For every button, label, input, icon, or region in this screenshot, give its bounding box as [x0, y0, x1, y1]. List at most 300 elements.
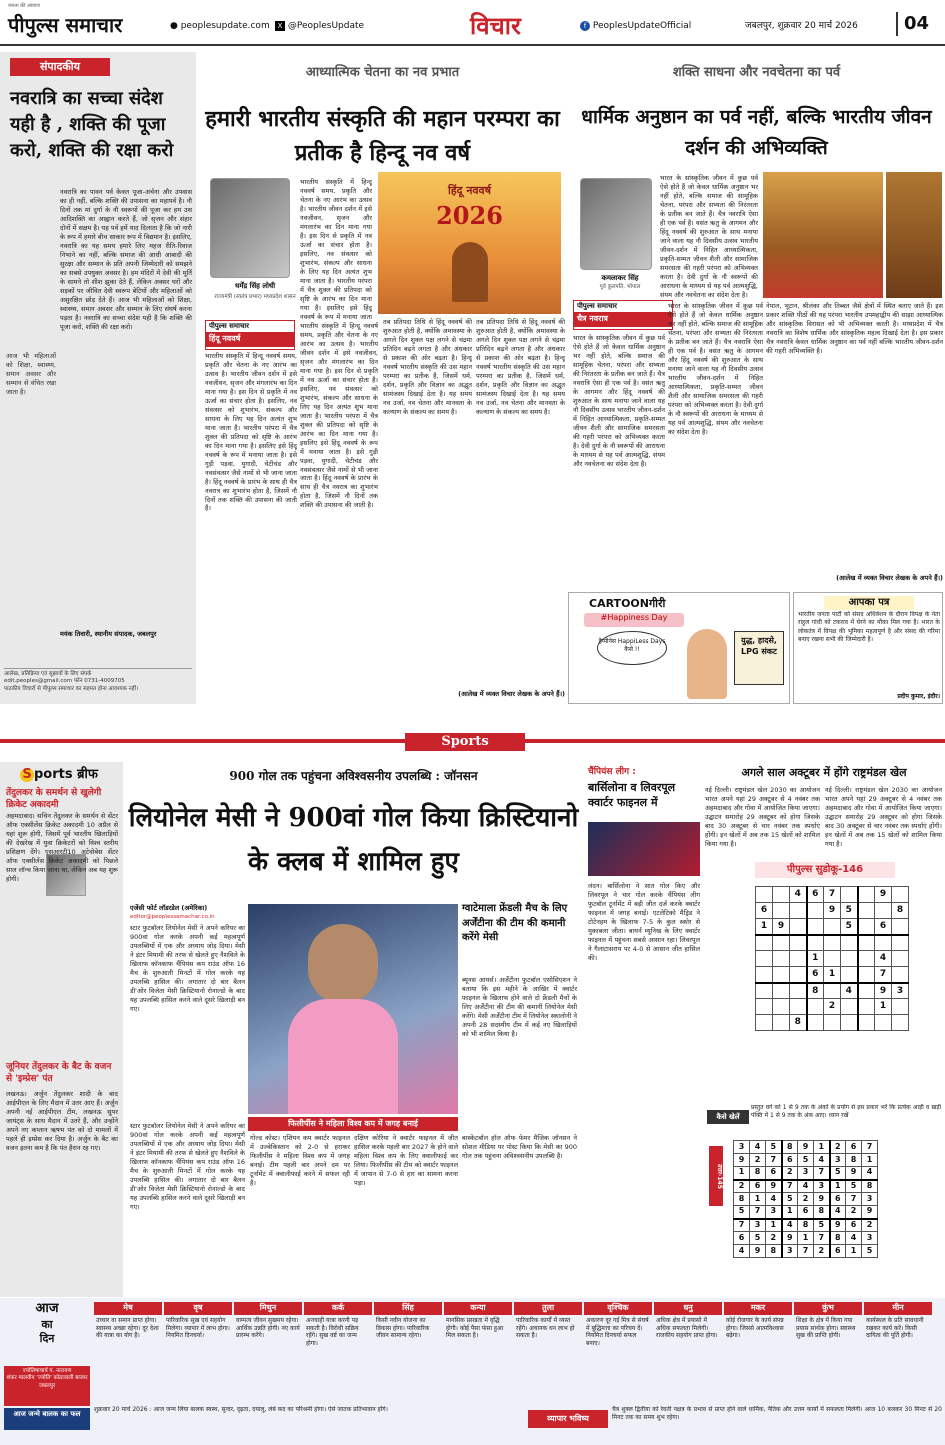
sudoku-cell: 1: [862, 1154, 878, 1167]
sudoku-cell: 7: [846, 1193, 862, 1206]
masthead-tagline: जनता की आवाज: [8, 3, 40, 9]
sudoku-cell[interactable]: 9: [773, 919, 790, 935]
zodiac-name: मकर: [724, 1302, 792, 1315]
sudoku-cell[interactable]: [824, 983, 841, 999]
sudoku-cell: 2: [814, 1245, 830, 1258]
sudoku-cell: 7: [862, 1141, 878, 1154]
sudoku-cell[interactable]: [824, 1015, 841, 1031]
sudoku-cell[interactable]: [756, 887, 773, 903]
sudoku-cell[interactable]: [773, 967, 790, 983]
masthead-logo: पीपुल्स समाचार: [8, 13, 123, 37]
sudoku-cell: 7: [814, 1167, 830, 1180]
sudoku-cell[interactable]: [756, 983, 773, 999]
sudoku-cell: 9: [814, 1193, 830, 1206]
author-photo-dharmendra: [210, 178, 290, 278]
image-title: हिंदू नववर्ष: [447, 184, 492, 197]
sudoku-cell[interactable]: [824, 935, 841, 951]
uefa-headline: बार्सिलोना व लिवरपूल क्वार्टर फाइनल में: [588, 781, 676, 810]
messi-col1: स्टार फुटबॉलर लियोनेल मेसी ने अपने करियर का 900वां गोल करके अपनी कई महत्वपूर्ण उपलब्धियों में एक और अध्याय जोड़ दिया। मेसी ने इंटर मियामी की तरफ से खेलते हुए नैशविले के खिलाफ कॉनकाफ चैंपियंस कप राउंड ऑफ 16 मैच के शुरुआती मिनटों में गोल करके यह उपलब्धि हासिल की। लगातार दो बार बैलन डी'ओर विजेता मेसी क्रिस्टियानो रोनाल्डो के बाद यह उपलब्धि हासिल करने वाले दूसरे खिलाड़ी बन गए।: [130, 924, 245, 1013]
sudoku-cell[interactable]: [858, 903, 875, 919]
sudoku-cell: 5: [782, 1193, 798, 1206]
sudoku-cell[interactable]: [790, 951, 807, 967]
sudoku-cell: 8: [782, 1141, 798, 1154]
sudoku-cell[interactable]: [858, 887, 875, 903]
sudoku-cell[interactable]: 5: [841, 903, 858, 919]
sudoku-cell: 5: [798, 1154, 814, 1167]
sudoku-cell[interactable]: 5: [841, 919, 858, 935]
sudoku-cell: 6: [830, 1245, 846, 1258]
zodiac-text: पारिवारिक कार्यों में व्यस्त रहेंगे। अचानक धन लाभ हो सकता है।: [516, 1316, 575, 1340]
sudoku-cell: 2: [782, 1167, 798, 1180]
sudoku-cell: 3: [734, 1141, 750, 1154]
sudoku-cell[interactable]: [756, 935, 773, 951]
sudoku-cell: 6: [734, 1232, 750, 1245]
zodiac-sign: [864, 1302, 932, 1342]
zodiac-name: मीन: [864, 1302, 932, 1315]
goddess-image: [763, 172, 883, 298]
sudoku-cell: 8: [734, 1193, 750, 1206]
zodiac-name: धनु: [654, 1302, 722, 1315]
sudoku-cell[interactable]: [875, 935, 892, 951]
sudoku-cell[interactable]: [875, 1015, 892, 1031]
sudoku-cell[interactable]: 6: [807, 887, 824, 903]
sudoku-cell: 9: [766, 1180, 782, 1193]
sudoku-cell[interactable]: [892, 999, 909, 1015]
author-photo-kamlakar: [580, 178, 652, 270]
zodiac-text: किसी नवीन योजना का विकास होगा। पारिवारिक जीवन सामान्य रहेगा।: [376, 1316, 430, 1340]
sudoku-cell: 6: [830, 1193, 846, 1206]
solution-label: उत्तर-145: [709, 1146, 723, 1206]
sports-label: Sports: [405, 733, 525, 751]
zodiac-sign: [94, 1302, 162, 1342]
zodiac-text: उच्चार वा समान प्राप्त होगा। स्वास्थ्य अच्छा रहेगा। दूर देशा की यात्रा का योग है।: [96, 1316, 159, 1340]
photo-caption: फिलीपींस ने महिला विश्व कप में जगह बनाई: [248, 1117, 458, 1131]
article2-headline: धार्मिक अनुष्ठान का पर्व नहीं, बल्कि भारतीय जीवन दर्शन की अभिव्यक्ति: [581, 106, 932, 160]
sudoku-cell: 7: [734, 1219, 750, 1232]
sudoku-cell: 5: [830, 1167, 846, 1180]
sudoku-cell: 2: [830, 1141, 846, 1154]
aaj-ka-din: आज का दिन: [35, 1301, 59, 1346]
editorial-body: नवरात्रि का पावन पर्व केवल पूजा-अर्चना और उपवास का ही नहीं, बल्कि शक्ति की उपासना का महापर्व है। नौ दिनों तक मां दुर्गा के नौ स्वरूपों की पूजा कर हम उस आदिशक्ति का आह्वान करते हैं, जो सृजन और संहार दोनों में सक्षम है। यह पर्व हमें याद दिलाता है कि जो नारी के रूप में हमारे बीच साकार रूप में विद्यमान है। इसलिए, नवरात्रि का यह समय हमारे लिए महज रीति-रिवाज निभाने का नहीं, बल्कि समाज की आधी आबादी की सुरक्षा और सम्मान के प्रति अपनी जिम्मेदारी को समझने का सबसे उपयुक्त अवसर है। हम मंदिरों में देवी की मूर्ति के सामने तो शीश झुका देते हैं, लेकिन अक्सर घरों और सड़कों पर जीवित देवी स्वरूप बेटियों और महिलाओं को असुरक्षित छोड़ देते हैं। आज भी महिलाओं को शिक्षा, स्वास्थ्य, समान अवसर और सम्मान के लिए संघर्ष करना पड़ता है। नवरात्रि का सच्चा संदेश यही है कि शक्ति की पूजा करो, शक्ति की रक्षा करो।: [60, 188, 192, 331]
brief-b1: अहमदाबाद। सचिन तेंदुलकर के समर्थन से सेंटर ऑफ एक्सीलेंस क्रिकेट अकादमी 10 अप्रैल से यहां शुरू होगी, जिसमें पूर्व भारतीय खिलाड़ियों की देखरेख में युवा क्रिकेटरों को विश्व स्तरीय प्रशिक्षण देंगे। एसआरटी10 अटेवोबेस सेंटर ऑफ एक्सीलेंस क्रिकेट अकादमी को पिछले साल लॉन्च किया जाना था, लेकिन अब यह शुरू होगी।: [6, 812, 118, 883]
article1-badge: पीपुल्स समाचार हिंदू नववर्ष: [205, 320, 295, 350]
cwg-story: [705, 762, 943, 862]
article-hindu-new-year: [200, 50, 565, 704]
sudoku-cell[interactable]: [824, 951, 841, 967]
sudoku-cell: 4: [798, 1180, 814, 1193]
zodiac-sign: [164, 1302, 232, 1342]
article2-intro: भारत के सांस्कृतिक जीवन में कुछ पर्व ऐसे होते हैं जो केवल धार्मिक अनुष्ठान भर नहीं होते, बल्कि समाज की सामूहिक चेतना, परंपरा और सभ्यता की निरंतरता के प्रतीक बन जाते हैं। चैत्र नवरात्रि ऐसा ही एक पर्व है। वसंत ऋतु के आगमन और हिंदू नववर्ष की शुरुआत के साथ मनाया जाने वाला यह नौ दिवसीय उत्सव भारतीय जीवन-दर्शन में निहित आध्यात्मिकता, प्रकृति-सम्मत जीवन शैली और सामाजिक समरसता की गहरी परंपरा को अभिव्यक्त करता है। देवी दुर्गा के नौ स्वरूपों की आराधना के माध्यम से यह पर्व आत्मशुद्धि, संयम और नवचेतना का संदेश देता है।: [660, 174, 758, 298]
sudoku-cell[interactable]: 9: [875, 983, 892, 999]
sudoku-cell: 9: [750, 1245, 766, 1258]
article1-col3: तब प्रतिपदा तिथि से हिंदू नववर्ष की शुरुआत होती है, क्योंकि अमावस्या के अगले दिन शुक्ल पक्ष लगने से चंद्रमा प्रतिदिन बढ़ने लगता है और अंधकार से प्रकाश की ओर बढ़ता है। हिन्दू नववर्ष भारतीय संस्कृति की उस महान परम्परा का प्रतीक है, जिसमें धर्म, दर्शन, प्रकृति और विज्ञान का अद्भुत सामंजस्य दिखाई देता है। यह समय नव उर्जा, नव चेतना और मानवता के कल्याण के संकल्प का समय है।: [383, 318, 472, 416]
brief-label: S ports ब्रीफ: [20, 766, 98, 784]
zodiac-text: शिक्षा के क्षेत्र में किया गया प्रयास सार्थक होगा। स्वास्थ्य सुख की प्राप्ति होगी।: [796, 1316, 856, 1340]
sudoku-cell: 4: [750, 1141, 766, 1154]
sudoku-cell[interactable]: [892, 967, 909, 983]
zodiac-text: वाम्पत्य जीवन सुखमय रहेगा। आर्थिक उन्नति होगी। नए कार्य प्रारम्भ करेंगे।: [236, 1316, 300, 1340]
sudoku-cell: 4: [814, 1154, 830, 1167]
sudoku-cell[interactable]: [790, 935, 807, 951]
how-to-play: प्रस्तुत वर्ग को 1 से 9 तक के अंकों के प्रयोग से इस प्रकार भरें कि प्रत्येक आड़ी व खड़ी पंक्ति में 1 से 9 तक के अंक आए। ध्यान रखें: [751, 1104, 941, 1120]
zodiac-sign: [794, 1302, 862, 1342]
cartoon-man-icon: [687, 629, 727, 699]
sudoku-cell: 8: [830, 1232, 846, 1245]
sudoku-cell[interactable]: [790, 999, 807, 1015]
article2-note: (आलेख में व्यक्त विचार लेखक के अपने हैं।): [836, 574, 943, 582]
zodiac-name: कुंभ: [794, 1302, 862, 1315]
sudoku-cell: 3: [862, 1193, 878, 1206]
sudoku-cell[interactable]: [858, 983, 875, 999]
sudoku-cell: 5: [766, 1141, 782, 1154]
child-text: शुक्रवार 20 मार्च 2026 : आज जन्म लिया बालक स्वस्थ, सुन्दर, दृढ़ता, दयालु, लंबे कद का परिश्रमी होगा। ऐसे जातक प्रतिभावान होंगे।: [94, 1406, 388, 1413]
zodiac-sign: [514, 1302, 582, 1342]
cartoon-bubble: हैप्पीनेस HappiLess Days कैसे !!: [597, 631, 667, 665]
sudoku-cell[interactable]: 6: [807, 967, 824, 983]
how-to-play-label: कैसे खेलें: [707, 1110, 749, 1124]
sudoku-cell: 5: [862, 1245, 878, 1258]
sudoku-cell: 1: [798, 1232, 814, 1245]
messi-story: [126, 762, 581, 1297]
sudoku-cell[interactable]: [858, 967, 875, 983]
messi-headline: लियोनेल मेसी ने 900वां गोल किया क्रिस्टियानो के क्लब में शामिल हुए: [128, 803, 579, 878]
article2-col3: नेपाल, भूटान, श्रीलंका और तिब्बत जैसे क्षेत्रों में स्थित बताए जाते हैं। इस प्रकार शक्ति पीठों की यह परंपरा भारतीय उपमहाद्वीप की साझा आध्यात्मिक और सांस्कृतिक विरासत को भी अभिव्यक्त करती है। मध्यप्रदेश में चैत्र नवरात्रि का विशेष धार्मिक और सांस्कृतिक महत्व दिखाई देता है। इस प्रकार चैत्र नवरात्रि केवल धार्मिक अनुष्ठान का पर्व नहीं बल्कि भारतीय जीवन-दर्शन की गहरी अभिव्यक्ति है।: [766, 302, 943, 355]
sudoku-cell: 1: [750, 1193, 766, 1206]
business-label: व्यापार भविष्य: [528, 1410, 608, 1428]
sudoku-cell[interactable]: [773, 935, 790, 951]
article1-col1: भारतीय संस्कृति में हिन्दू नववर्ष समय, प्रकृति और चेतना के नए आरंभ का उत्सव है। भारतीय जीवन दर्शन में इसे नवजीवन, सृजन और मंगलारंभ का दिन माना गया है। इस दिन से प्रकृति में नव ऊर्जा का संचार होता है। इसलिए, नव संवत्सर को शुभारंभ, संकल्प और साधना के लिए यह दिन अत्यंत शुभ माना जाता है। भारतीय परंपरा में चैत्र शुक्ल की प्रतिपदा को सृष्टि के आरंभ का दिन माना गया है। इसलिए इसे हिंदू नववर्ष के रूप में मनाया जाता है। इसे गुड़ी पड़वा, युगादी, चेटीचंड और नवसंवत्सर जैसे नामों से भी जाना जाता है। हिंदू नववर्ष के प्रारंभ के साथ ही चैत्र नवरात्र का शुभारंभ होता है, जिसमें नौ दिनों तक शक्ति की उपासना की जाती है।: [205, 352, 297, 513]
cartoon-banner: #Happiness Day: [584, 613, 684, 627]
article1-author-role: राज्यमंत्री (स्वतंत्र प्रभार) मध्यप्रदेश शासन: [214, 294, 296, 300]
section-title: विचार: [470, 11, 521, 40]
uefa-kicker: चैंपियंस लीग :: [588, 767, 636, 777]
sudoku-cell[interactable]: [756, 967, 773, 983]
sudoku-cell: 9: [830, 1219, 846, 1232]
sudoku-cell[interactable]: 1: [756, 919, 773, 935]
letters-author: प्रदीप कुमार, इंदौर।: [897, 693, 940, 700]
sudoku-cell[interactable]: [841, 1015, 858, 1031]
zodiac-text: अधिक क्षेत्र में प्रयासों में अधिक सफलता मिलेगी। राजकीय सहयोग प्राप्त होगा।: [656, 1316, 718, 1340]
zodiac-name: कर्क: [304, 1302, 372, 1315]
article1-intro: भारतीय संस्कृति में हिन्दू नववर्ष समय, प्रकृति और चेतना के नए आरंभ का उत्सव है। भारतीय जीवन दर्शन में इसे नवजीवन, सृजन और मंगलारंभ का दिन माना गया है। इस दिन से प्रकृति में नव ऊर्जा का संचार होता है। इसलिए, नव संवत्सर को शुभारंभ, संकल्प और साधना के लिए यह दिन अत्यंत शुभ माना जाता है। भारतीय परंपरा में चैत्र शुक्ल की प्रतिपदा को सृष्टि के आरंभ का दिन माना गया है। इसलिए इसे हिंदू नववर्ष के रूप में मनाया जाता: [300, 178, 372, 320]
zodiac-sign: [444, 1302, 512, 1342]
article1-headline: हमारी भारतीय संस्कृति की महान परम्परा का प्रतीक है हिन्दू नव वर्ष: [205, 106, 560, 167]
sudoku-cell[interactable]: 9: [824, 903, 841, 919]
sudoku-solution: [733, 1140, 878, 1258]
sudoku-cell: 4: [862, 1167, 878, 1180]
sudoku-cell[interactable]: [858, 919, 875, 935]
brief-h2: जूनियर तेंदुलकर के बैट के वजन से 'इम्प्रेस' पंत: [6, 1062, 112, 1084]
article2-author-name: कमलाकर सिंह: [601, 274, 639, 282]
article1-col4: तब प्रतिपदा तिथि से हिंदू नववर्ष की शुरुआत होती है, क्योंकि अमावस्या के अगले दिन शुक्ल पक्ष लगने से चंद्रमा प्रतिदिन बढ़ने लगता है और अंधकार से प्रकाश की ओर बढ़ता है। हिन्दू नववर्ष भारतीय संस्कृति की उस महान परम्परा का प्रतीक है, जिसमें धर्म, दर्शन, प्रकृति और विज्ञान का अद्भुत सामंजस्य दिखाई देता है। यह समय नव उर्जा, नव चेतना और मानवता के कल्याण के संकल्प का समय है।: [476, 318, 565, 416]
sudoku-cell: 3: [814, 1180, 830, 1193]
uefa-story: [584, 762, 702, 1297]
sudoku-cell[interactable]: [773, 983, 790, 999]
sudoku-cell[interactable]: [892, 935, 909, 951]
editorial-email[interactable]: edit.peoples@gmail.com फोन 0731-4009705: [4, 678, 125, 685]
zodiac-sign: [304, 1302, 372, 1350]
sudoku-cell: 4: [782, 1219, 798, 1232]
facebook-icon: f: [580, 21, 590, 31]
article2-badge: पीपुल्स समाचार चैत्र नवरात्र: [573, 300, 673, 330]
sudoku-cell: 9: [846, 1167, 862, 1180]
zodiac-text: अकारण दूर गई मित्र से संघर्ष में बुद्धिमत्ता का परिचय दें। नियमित दिनचर्या सफल बनाए।: [586, 1316, 649, 1348]
dateline: जबलपुर, शुक्रवार 20 मार्च 2026: [745, 21, 858, 31]
sudoku-cell: 3: [862, 1232, 878, 1245]
sudoku-cell: 1: [830, 1180, 846, 1193]
sports-brief: [0, 762, 123, 1297]
sudoku-cell: 3: [798, 1167, 814, 1180]
x-handle[interactable]: X @PeoplesUpdate: [275, 20, 364, 32]
zodiac-text: पारिवारिक सुख एवं सहयोग मिलेगा। व्यापार में लाभ होगा। नियमित दिनचर्या।: [166, 1316, 230, 1340]
sudoku-cell[interactable]: [841, 951, 858, 967]
sudoku-cell[interactable]: [892, 919, 909, 935]
sudoku-cell[interactable]: [773, 951, 790, 967]
messi-kicker: 900 गोल तक पहुंचना अविश्वसनीय उपलब्धि : जॉनसन: [229, 769, 478, 783]
zodiac-sign: [374, 1302, 442, 1342]
masthead: [0, 0, 945, 46]
image-year: 2026: [436, 201, 503, 230]
sudoku-cell: 6: [798, 1206, 814, 1219]
zodiac-name: वृष: [164, 1302, 232, 1315]
sudoku-cell[interactable]: 4: [790, 887, 807, 903]
sudoku-cell: 7: [798, 1245, 814, 1258]
sudoku-cell: 3: [782, 1245, 798, 1258]
sudoku-cell: 8: [814, 1206, 830, 1219]
uefa-body: लंदन। बार्सिलोना ने सात गोल किए और लिवरपूल ने चार गोल करके चैंपियंस लीग फुटबॉल टूर्नामेंट में बड़ी जीत दर्ज करके क्वार्टर फाइनल में जगह बनाई। एटलेटिको मैड्रिड ने टोटेनहम के खिलाफ 7-5 के कुल स्कोर से मुकाबला जीता। बायर्न म्यूनिख के लिए क्वार्टर फाइनल में पहुंचना सबसे आसान रहा। लिवरपूल ने गैलाटासराय पर 4-0 से आसान जीत हासिल की।: [588, 882, 700, 962]
sudoku-cell: 7: [814, 1232, 830, 1245]
sudoku-cell[interactable]: 4: [875, 951, 892, 967]
sudoku-cell[interactable]: 3: [892, 983, 909, 999]
sudoku-cell[interactable]: 1: [824, 967, 841, 983]
article1-kicker: आध्यात्मिक चेतना का नव प्रभात: [305, 65, 460, 80]
sudoku-cell: 4: [830, 1206, 846, 1219]
zodiac-name: वृश्चिक: [584, 1302, 652, 1315]
sudoku-cell: 9: [798, 1141, 814, 1154]
sudoku-cell[interactable]: 6: [756, 903, 773, 919]
child-label: आज जन्मे बालक का फल: [4, 1408, 90, 1430]
sudoku-cell: 2: [766, 1232, 782, 1245]
sudoku-cell[interactable]: [892, 951, 909, 967]
sudoku-cell[interactable]: [790, 967, 807, 983]
astrologer: ज्योतिषाचार्य पं. नारायण शंकर मालवीय 'ज्योति' कोठावाली बाजार जबलपुर: [4, 1366, 90, 1406]
x-icon: X: [275, 21, 285, 31]
sudoku-cell[interactable]: [790, 919, 807, 935]
sudoku-cell[interactable]: [841, 967, 858, 983]
business-text: चैत्र शुक्ल द्वितीया को रेवती नक्षत्र के प्रभाव से प्राप्त होने वाले धार्मिक, नैतिक और उत्तम कार्यों में सफलता मिलेगी। आज 10 बजकर 30 मिनट से 20 मिनट तक का समय शुभ रहेगा।: [612, 1406, 942, 1422]
temple-image: [886, 172, 942, 298]
sudoku-cell[interactable]: 4: [841, 983, 858, 999]
article1-note: (आलेख में व्यक्त विचार लेखक के अपने हैं।): [458, 690, 565, 698]
cartoon-label: CARTOONगीरी: [589, 597, 666, 610]
sudoku-cell[interactable]: 9: [875, 887, 892, 903]
zodiac-name: कन्या: [444, 1302, 512, 1315]
cwg-headline: अगले साल अक्टूबर में होंगे राष्ट्रमंडल खेल: [741, 766, 907, 779]
sudoku-cell[interactable]: [807, 935, 824, 951]
sudoku-cell[interactable]: [824, 919, 841, 935]
sudoku-cell: 6: [750, 1180, 766, 1193]
sudoku-cell: 9: [782, 1232, 798, 1245]
sudoku-cell[interactable]: 8: [892, 903, 909, 919]
sudoku-cell[interactable]: [807, 919, 824, 935]
sudoku-cell: 9: [862, 1206, 878, 1219]
sudoku-panel: [705, 862, 943, 1297]
sudoku-cell: 2: [862, 1219, 878, 1232]
sudoku-cell[interactable]: [841, 887, 858, 903]
sudoku-cell: 8: [798, 1219, 814, 1232]
messi-col1b: स्टार फुटबॉलर लियोनेल मेसी ने अपने करियर का 900वां गोल करके अपनी कई महत्वपूर्ण उपलब्धियों में एक और अध्याय जोड़ दिया। मेसी ने इंटर मियामी की तरफ से खेलते हुए नैशविले के खिलाफ कॉनकाफ चैंपियंस कप राउंड ऑफ 16 मैच के शुरुआती मिनटों में गोल करके यह उपलब्धि हासिल की। लगातार दो बार बैलन डी'ओर विजेता मेसी क्रिस्टियानो रोनाल्डो के बाद यह उपलब्धि हासिल करने वाले दूसरे खिलाड़ी बन गए।: [130, 1122, 245, 1211]
sudoku-cell[interactable]: 7: [824, 887, 841, 903]
sudoku-cell[interactable]: 1: [807, 951, 824, 967]
editorial-author: मयंक तिवारी, स्थानीय संपादक, जबलपुर: [60, 630, 157, 638]
horoscope-band: [0, 1298, 945, 1445]
fb-handle[interactable]: f PeoplesUpdateOfficial: [580, 20, 691, 32]
sudoku-cell: 1: [734, 1167, 750, 1180]
sudoku-cell[interactable]: [807, 999, 824, 1015]
philippines-col2: दक्षिण कोरिया ने क्वार्टर फाइनल में जीत हासिल करके पहली बार 2027 के होने वाले महिला विश्व कप के लिए क्वालीफाई कर लिया। फिलीपींस की टीम को क्वार्टर फाइनल में जापान से 7-0 से हार का सामना करना पड़ा।: [354, 1134, 458, 1187]
sudoku-cell[interactable]: [892, 1015, 909, 1031]
editorial-footer: आलेख, प्रतिक्रिया एवं सुझावों के लिए संपर्क edit.peoples@gmail.com फोन 0731-4009705 पाठकीय विचारों से पीपुल्स समाचार का सहमत होना आवश्यक नहीं।: [4, 668, 192, 693]
guatemala-headline: ग्वाटेमाला फ्रेंडली मैच के लिए अर्जेंटीना की टीम की कमानी करेंगे मेसी: [462, 903, 568, 943]
zodiac-text: अनचाही यात्रा करनी पड़ सकती है। विरोधी सक्रिय रहेंगे। सुख वर्ष्ट का जन्म होगा।: [306, 1316, 359, 1348]
letters-body: भारतीय जनता पार्टी को संसद अधिवेशन के दौरान विपक्ष के नेता राहुल गांधी को टकराव में घेरने का मौका मिल गया है। भारत के लोकतंत्र में विपक्ष की भूमिका महत्वपूर्ण है और संसद की गरिमा बनाए रखना सभी की जिम्मेदारी है।: [798, 611, 940, 643]
sudoku-title: पीपुल्स सुडोकू-146: [755, 862, 895, 878]
sudoku-cell[interactable]: [841, 999, 858, 1015]
article2-kicker: शक्ति साधना और नवचेतना का पर्व: [672, 65, 841, 80]
player-head-icon: [308, 924, 378, 1004]
sudoku-cell: 5: [846, 1180, 862, 1193]
guatemala-body: ब्यूनस आयर्स। अर्जेंटीना फुटबॉल एसोसिएशन ने बताया कि इस महीने के आखिर में क्वार्टर फाइनल के खिलाफ होने वाले दो फ्रेंडली मैचों के लिए अर्जेंटीना की टीम की कमानी लियोनेल मेसी करेंगे। मेसी अर्जेंटीना टीम में लियोनेल स्कालोनी ने अपनी 28 सदस्यीय टीम में कई नए खिलाड़ियों को भी शामिल किया है।: [462, 976, 577, 1038]
article2-col1: भारत के सांस्कृतिक जीवन में कुछ पर्व ऐसे होते हैं जो केवल धार्मिक अनुष्ठान भर नहीं होते, बल्कि समाज की सामूहिक चेतना, परंपरा और सभ्यता की निरंतरता के प्रतीक बन जाते हैं। चैत्र नवरात्रि ऐसा ही एक पर्व है। वसंत ऋतु के आगमन और हिंदू नववर्ष की शुरुआत के साथ मनाया जाने वाला यह नौ दिवसीय उत्सव भारतीय जीवन-दर्शन में निहित आध्यात्मिकता, प्रकृति-सम्मत जीवन शैली और सामाजिक समरसता की गहरी परंपरा को अभिव्यक्त करता है। देवी दुर्गा के नौ स्वरूपों की आराधना के माध्यम से यह पर्व आत्मशुद्धि, संयम और नवचेतना का संदेश देता है।: [573, 334, 665, 468]
zodiac-sign: [234, 1302, 302, 1342]
zodiac-text: मानसिक प्रसन्नता में वृद्धि होगी। कोई पैसा फंसा हुआ मिल सकता है।: [446, 1316, 504, 1340]
brief-b2: लखनऊ। अर्जुन तेंदुलकर शादी के बाद आईपीएल के लिए मैदान में उतर आए हैं। अर्जुन अपनी नई आईपीएल टीम, लखनऊ सुपर जायंट्स के साथ मैदान में उतरे हैं, और उन्होंने अपने नए कप्तान ऋषभ पंत को दो मामलों में पहले ही इम्प्रेस कर दिया है। अर्जुन के बैट का वजन इतना कम है कि पंत हैरान रह गए।: [6, 1090, 118, 1152]
article-chaitra-navratri: [568, 50, 945, 590]
sudoku-cell[interactable]: 8: [790, 1015, 807, 1031]
sudoku-cell: 5: [750, 1232, 766, 1245]
sudoku-cell: 5: [734, 1206, 750, 1219]
sudoku-cell: 3: [750, 1219, 766, 1232]
sudoku-cell: 4: [766, 1193, 782, 1206]
cartoon-box: [568, 592, 790, 704]
article2-col2: भारत के सांस्कृतिक जीवन में कुछ पर्व ऐसे होते हैं जो केवल धार्मिक अनुष्ठान भर नहीं होते, बल्कि समाज की सामूहिक चेतना, परंपरा और सभ्यता की निरंतरता के प्रतीक बन जाते हैं। चैत्र नवरात्रि ऐसा ही एक पर्व है। वसंत ऋतु के आगमन और हिंदू नववर्ष की शुरुआत के साथ मनाया जाने वाला यह नौ दिवसीय उत्सव भारतीय जीवन-दर्शन में निहित आध्यात्मिकता, प्रकृति-सम्मत जीवन शैली और सामाजिक समरसता की गहरी परंपरा को अभिव्यक्त करता है। देवी दुर्गा के नौ स्वरूपों की आराधना के माध्यम से यह पर्व आत्मशुद्धि, संयम और नवचेतना का संदेश देता है।: [668, 302, 763, 436]
sudoku-cell: 7: [766, 1154, 782, 1167]
sudoku-cell[interactable]: [756, 1015, 773, 1031]
sudoku-cell: 8: [846, 1154, 862, 1167]
zodiac-sign: [724, 1302, 792, 1342]
sudoku-cell[interactable]: [858, 1015, 875, 1031]
sudoku-cell: 7: [750, 1206, 766, 1219]
zodiac-row: [94, 1302, 944, 1400]
sudoku-cell: 2: [798, 1193, 814, 1206]
sudoku-grid[interactable]: [755, 886, 909, 1031]
messi-col4: बास्केटबॉल हॉल ऑफ फेमर मैजिक जॉनसन ने सोशल मीडिया पर पोस्ट किया कि मेसी का 900 गोल तक पहुंचना अविश्वसनीय उपलब्धि है।: [462, 1134, 577, 1160]
sudoku-cell: 6: [766, 1167, 782, 1180]
sudoku-cell[interactable]: [858, 951, 875, 967]
editorial-side-text: आज भी महिलाओं को शिक्षा, स्वास्थ्य, समान अवसर और सम्मान से वंचित रखा जाता है।: [6, 352, 56, 396]
sudoku-cell: 6: [782, 1154, 798, 1167]
sudoku-cell[interactable]: [756, 999, 773, 1015]
sudoku-cell: 1: [766, 1219, 782, 1232]
sudoku-cell[interactable]: [807, 903, 824, 919]
zodiac-text: कोई रोजगार के कार्य संपन्न होगा। जिससे आत्मविश्वास बढ़ेगा।: [726, 1316, 784, 1340]
sudoku-cell[interactable]: [756, 951, 773, 967]
editorial-label: संपादकीय: [10, 58, 110, 76]
sudoku-cell[interactable]: [875, 903, 892, 919]
sudoku-cell: 2: [750, 1154, 766, 1167]
sudoku-cell[interactable]: [841, 935, 858, 951]
brief-h1: तेंदुलकर के समर्थन से खुलेगी क्रिकेट अकादमी: [6, 788, 102, 810]
sudoku-cell[interactable]: 1: [875, 999, 892, 1015]
zodiac-name: सिंह: [374, 1302, 442, 1315]
zodiac-name: तुला: [514, 1302, 582, 1315]
sudoku-cell[interactable]: [773, 999, 790, 1015]
cwg-col2: नई दिल्ली। राष्ट्रमंडल खेल 2030 का आयोजन भारत अपने यहां 29 अक्टूबर से 4 नवंबर तक अहमदाबाद और गोवा में आयोजित किया जाएगा। उद्घाटन समारोह 29 अक्टूबर को होगा जिसके बाद 30 अक्टूबर से चार नवंबर तक स्पर्धाएं होंगी। इन खेलों में अब तक 15 खेलों को शामिल किया गया है।: [825, 786, 942, 848]
sudoku-cell: 8: [862, 1180, 878, 1193]
cwg-col1: नई दिल्ली। राष्ट्रमंडल खेल 2030 का आयोजन भारत अपने यहां 29 अक्टूबर से 4 नवंबर तक अहमदाबाद और गोवा में आयोजित किया जाएगा। उद्घाटन समारोह 29 अक्टूबर को होगा जिसके बाद 30 अक्टूबर से चार नवंबर तक स्पर्धाएं होंगी। इन खेलों में अब तक 15 खेलों को शामिल किया गया है।: [705, 786, 820, 848]
messi-email[interactable]: editor@peoplessamachar.co.in: [130, 914, 215, 920]
sudoku-cell: 4: [734, 1245, 750, 1258]
sudoku-cell[interactable]: 6: [875, 919, 892, 935]
article2-author-role: पूर्व कुलपति, भोपाल: [599, 284, 641, 290]
sudoku-cell: 8: [750, 1167, 766, 1180]
sudoku-cell[interactable]: [892, 887, 909, 903]
hindu-new-year-image: [378, 172, 561, 314]
uefa-photo: [588, 822, 700, 876]
sudoku-cell: 1: [782, 1206, 798, 1219]
sudoku-cell: 8: [766, 1245, 782, 1258]
zodiac-sign: [584, 1302, 652, 1350]
sudoku-cell: 7: [782, 1180, 798, 1193]
sudoku-cell: 6: [846, 1219, 862, 1232]
cartoon-sign: युद्ध, हादसे, LPG संकट: [734, 631, 784, 685]
article1-col2: भारतीय संस्कृति में हिन्दू नववर्ष समय, प्रकृति और चेतना के नए आरंभ का उत्सव है। भारतीय जीवन दर्शन में इसे नवजीवन, सृजन और मंगलारंभ का दिन माना गया है। इस दिन से प्रकृति में नव ऊर्जा का संचार होता है। इसलिए, नव संवत्सर को शुभारंभ, संकल्प और साधना के लिए यह दिन अत्यंत शुभ माना जाता है। भारतीय परंपरा में चैत्र शुक्ल की प्रतिपदा को सृष्टि के आरंभ का दिन माना गया है। इसलिए इसे हिंदू नववर्ष के रूप में मनाया जाता है। इसे गुड़ी पड़वा, युगादी, चेटीचंड और नवसंवत्सर जैसे नामों से भी जाना जाता है। हिंदू नववर्ष के प्रारंभ के साथ ही चैत्र नवरात्र का शुभारंभ होता है, जिसमें नौ दिनों तक शक्ति की उपासना की जाती है।: [300, 322, 378, 510]
zodiac-text: कार्यस्थल के प्रति सावधानी रखकर कार्य करें। किसी दायित्व की पूर्ति होगी।: [866, 1316, 924, 1340]
sudoku-cell[interactable]: [773, 887, 790, 903]
zodiac-name: मेष: [94, 1302, 162, 1315]
zodiac-name: मिथुन: [234, 1302, 302, 1315]
sudoku-cell[interactable]: 7: [875, 967, 892, 983]
sudoku-cell: 1: [846, 1245, 862, 1258]
sudoku-cell[interactable]: [858, 999, 875, 1015]
sudoku-cell: 6: [846, 1141, 862, 1154]
sudoku-cell: 4: [846, 1232, 862, 1245]
sudoku-cell[interactable]: [773, 1015, 790, 1031]
zodiac-sign: [654, 1302, 722, 1342]
sudoku-cell[interactable]: [858, 935, 875, 951]
sudoku-cell[interactable]: [773, 903, 790, 919]
philippines-col1: गोल्ड कोस्ट। एशियन कप क्वार्टर फाइनल में उज्बेकिस्तान को 2-0 से हराकर फिलीपींस ने महिला विश्व कप में जगह बनाई। टीम पहली बार अपने दम पर टूर्नामेंट में क्वालीफाई करने में सफल रही है।: [250, 1134, 350, 1187]
letters-box: [793, 592, 943, 704]
sudoku-cell: 2: [846, 1206, 862, 1219]
sudoku-cell: 9: [734, 1154, 750, 1167]
sudoku-cell[interactable]: [790, 983, 807, 999]
sudoku-cell[interactable]: 8: [807, 983, 824, 999]
sudoku-cell[interactable]: [807, 1015, 824, 1031]
editorial-column: [0, 52, 196, 704]
editorial-headline: नवरात्रि का सच्चा संदेश यही है , शक्ति की पूजा करो, शक्ति की रक्षा करो: [10, 88, 174, 162]
sudoku-cell[interactable]: 2: [824, 999, 841, 1015]
sudoku-cell: 5: [814, 1219, 830, 1232]
sudoku-cell: 3: [830, 1154, 846, 1167]
letters-title: आपका पत्र: [824, 596, 914, 610]
pink-jersey-icon: [288, 999, 398, 1114]
website-link[interactable]: ● peoplesupdate.com: [170, 21, 270, 31]
sudoku-cell: 2: [734, 1180, 750, 1193]
sudoku-cell[interactable]: [790, 903, 807, 919]
messi-byline: एजेंसी फोर्ट लॉडरडेल (अमेरिका): [130, 904, 208, 912]
article1-author-name: धर्मेंद्र सिंह लोधी: [234, 282, 276, 290]
